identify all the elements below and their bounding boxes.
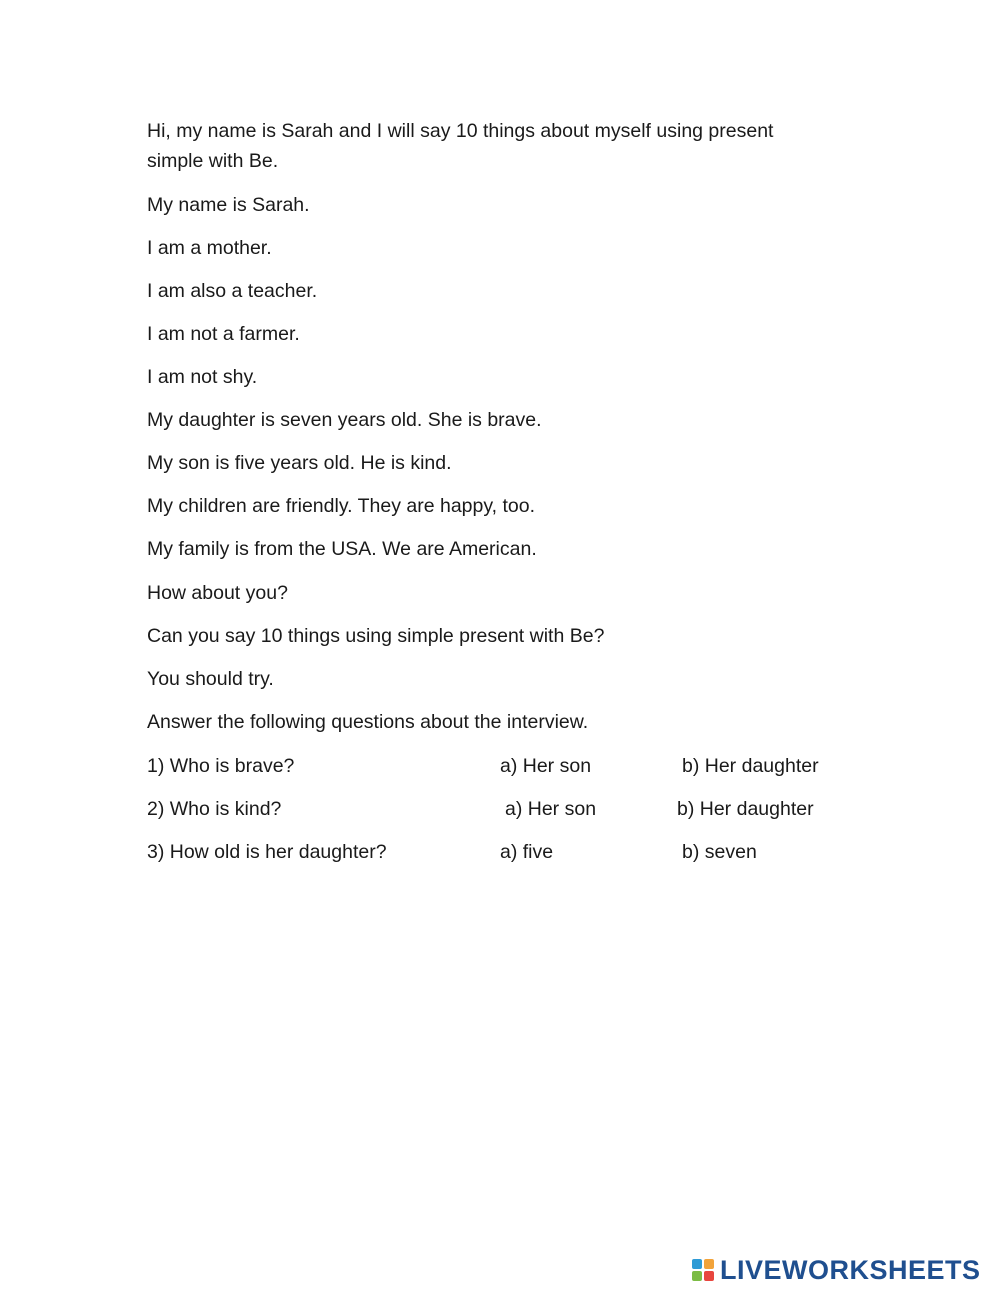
questions-instruction: Answer the following questions about the interview. xyxy=(147,711,589,733)
sentence-farmer: I am not a farmer. xyxy=(147,323,300,345)
answer-option-a[interactable]: a) Her son xyxy=(500,755,592,777)
question-text: 2) Who is kind? xyxy=(147,798,282,820)
answer-option-b[interactable]: b) Her daughter xyxy=(682,755,819,777)
logo-text: LIVEWORKSHEETS xyxy=(720,1254,981,1285)
answer-option-b[interactable]: b) Her daughter xyxy=(677,798,814,820)
intro-line-2: simple with Be. xyxy=(147,150,279,172)
question-text: 3) How old is her daughter? xyxy=(147,841,387,863)
answer-option-b[interactable]: b) seven xyxy=(682,841,757,863)
sentence-son: My son is five years old. He is kind. xyxy=(147,452,452,474)
sentence-can-you-say: Can you say 10 things using simple present with Be? xyxy=(147,625,605,647)
answer-option-a[interactable]: a) five xyxy=(500,841,554,863)
sentence-how-about-you: How about you? xyxy=(147,582,288,604)
liveworksheets-logo xyxy=(692,1255,981,1285)
logo-square-2 xyxy=(704,1259,714,1269)
answer-option-a[interactable]: a) Her son xyxy=(505,798,597,820)
sentence-daughter: My daughter is seven years old. She is brave. xyxy=(147,409,542,431)
sentence-shy: I am not shy. xyxy=(147,366,258,388)
question-text: 1) Who is brave? xyxy=(147,755,295,777)
logo-square-1 xyxy=(692,1259,702,1269)
logo-square-4 xyxy=(704,1271,714,1281)
sentence-children: My children are friendly. They are happy, too. xyxy=(147,495,536,517)
logo-square-3 xyxy=(692,1271,702,1281)
sentence-teacher: I am also a teacher. xyxy=(147,280,318,302)
intro-line-1: Hi, my name is Sarah and I will say 10 things about myself using present xyxy=(147,120,774,142)
sentence-mother: I am a mother. xyxy=(147,237,272,259)
sentence-you-should-try: You should try. xyxy=(147,668,274,690)
liveworksheets-logo-icon xyxy=(692,1259,714,1281)
sentence-name: My name is Sarah. xyxy=(147,194,310,216)
sentence-family: My family is from the USA. We are American. xyxy=(147,538,537,560)
